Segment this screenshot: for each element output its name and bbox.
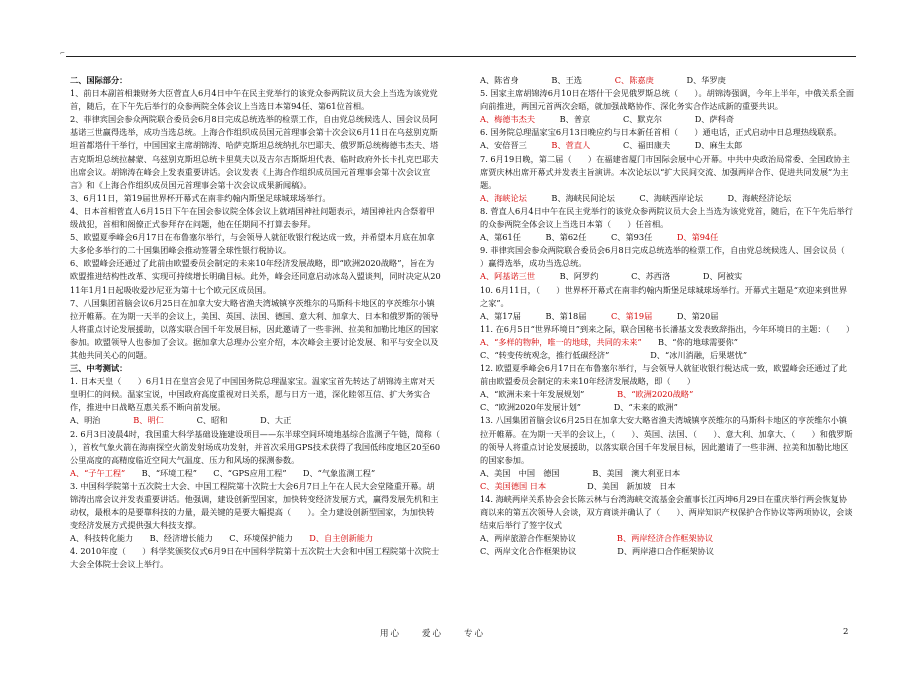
right-paragraph: C、“欧洲2020年发展计划” D、“未来的欧洲” — [480, 402, 678, 413]
right-paragraph: A、第61任 B、第62任 C、第93任 D、第94任 — [480, 232, 719, 243]
right-paragraph: 12. 欧盟夏季峰会6月17日在布鲁塞尔举行，与会领导人就征收银行税达成一致，欧盟峰会还通过了此前由欧盟委员会制定的未来10年经济发展战略，即（ ） — [480, 363, 847, 387]
right-paragraph: 8. 菅直人6月4日中午在民主党举行的该党众参两院议员大会上当选为该党党首，随后，在下午先后举行的众参两院全体会议上当选日本第（ ）任首相。 — [480, 205, 853, 230]
left-paragraph: 三、中考测试： — [70, 363, 128, 374]
right-paragraph: A、美国 中国 德国 B、美国 澳大利亚日本 — [480, 467, 681, 478]
answer-highlight: B、两岸经济合作框架协议 — [616, 533, 714, 544]
left-paragraph: 3、6月11日，第19届世界杯开幕式在南非约翰内斯堡足球城球场举行。 — [70, 192, 331, 203]
right-paragraph: C、“转变传统观念，推行低碳经济” D、“冰川消融，后果堪忧” — [480, 349, 748, 360]
left-paragraph: 6、欧盟峰会还通过了此前由欧盟委员会制定的未来10年经济发展战略，即“欧洲2020战略”，旨在为欧盟推进结构性改革、实现可持续增长明确目标。此外，峰会还同意启动冰岛入盟谈判，同时决定从2011年1月1日起吸收爱沙尼亚为第十七个欧元区成员国。 — [70, 258, 441, 295]
right-paragraph: A、“多样的物种，唯一的地球，共同的未来” B、“你的地球需要你” — [480, 336, 738, 347]
left-paragraph: 5、欧盟夏季峰会6月17日在布鲁塞尔举行，与会领导人就征收银行税达成一致，并希望本月底在加拿大多伦多举行的二十国集团峰会推动签署全球性银行税协议。 — [70, 232, 435, 256]
right-paragraph: 6. 国务院总理温家宝6月13日晚应约与日本新任首相（ ）通电话，正式启动中日总理热线联系。 — [480, 127, 842, 138]
answer-highlight: A、海峡论坛 — [480, 192, 527, 203]
right-paragraph: C、美国德国 日本 D、美国 新加坡 日本 — [480, 480, 676, 491]
answer-highlight: B、菅直人 — [551, 140, 591, 151]
right-column — [480, 74, 862, 558]
left-paragraph: 7、八国集团首脑会议6月25日在加拿大安大略省渔夫湾城镇亨茨维尔的马斯科卡地区的亨茨维尔小镇拉开帷幕。在为期一天半的会议上，美国、英国、法国、德国、意大利、加拿大、日本和俄罗斯的领导人将重点讨论发展援助，以落实联合国千年发展目标，因此邀请了一些非洲、拉美和加勒比地区的国家参加。欧盟领导人也参加了会议。据加拿大总理办公室介绍，本次峰会主要讨论发展、和平与安全以及其他共同关心的问题。 — [70, 297, 439, 360]
answer-highlight: B、“欧洲2020战略” — [617, 389, 694, 400]
left-paragraph: 二、国际部分： — [70, 75, 128, 85]
right-paragraph: A、安倍晋三 B、菅直人 C、福田康夫 D、麻生太郎 — [480, 140, 743, 151]
right-paragraph: 11. 在6月5日“世界环境日”到来之际，联合国秘书长潘基文发表致辞指出，今年环境日的主题：（ ） — [480, 323, 855, 334]
left-paragraph: 1. 日本天皇（ ）6月1日在皇宫会见了中国国务院总理温家宝。温家宝首先转达了胡锦涛主席对天皇明仁的问候。温家宝说，中国政府高度重视对日关系，愿与日方一道，深化睦邻互信、扩大务实合作，推进中日战略互惠关系不断向前发展。 — [70, 376, 435, 413]
left-paragraph: 1、前日本副首相兼财务大臣菅直人6月4日中午在民主党举行的该党众参两院议员大会上当选为该党党首，随后，在下午先后举行的众参两院全体会议上当选日本第94任、第61位首相。 — [70, 88, 438, 112]
page-footer: 用心 爱心 专心 — [380, 629, 486, 639]
answer-highlight: A、阿基诺三世 — [480, 271, 536, 282]
right-paragraph: 5. 国家主席胡锦涛6月10日在塔什干会见俄罗斯总统（ ）。胡锦涛强调，今年上半年，中俄关系全面向前推进，两国元首两次会晤，就加强战略协作、深化务实合作达成新的重要共识。 — [480, 88, 855, 112]
left-paragraph: 2、菲律宾国会参众两院联合委员会6月8日完成总统选举的检票工作，自由党总统候选人、国会议员阿基诺三世赢得选举，成功当选总统。上海合作组织成员国元首理事会第十次会议6月11日在乌兹别克斯坦首都塔什干举行，中国国家主席胡锦涛、哈萨克斯坦总统纳扎尔巴耶夫、俄罗斯总统梅德韦杰夫、塔吉克斯坦总统拉赫蒙、乌兹别克斯坦总统卡里莫夫以及吉尔吉斯斯坦代表、临时政府外长卡扎克巴耶夫出席会议。胡锦涛在峰会上发表重要讲话。会议发表《上海合作组织成员国元首理事会第十次会议宣言》和《上海合作组织成员国元首理事会第十次会议成果新闻稿》。 — [70, 114, 439, 190]
right-paragraph: A、“欧洲未来十年发展规划” B、“欧洲2020战略” — [480, 389, 694, 400]
right-paragraph: 10. 6月11日，（ ）世界杯开幕式在南非约翰内斯堡足球城球场举行。开幕式主题是“欢迎来到世界之家”。 — [480, 284, 848, 308]
answer-highlight: B、明仁 — [133, 415, 164, 426]
left-paragraph: 2. 6月3日凌晨4时，我国重大科学基础设施建设项目——东半球空间环境地基综合监测子午链，简称（ ），首枚气象火箭在海南探空火箭发射场成功发射，并首次采用GPS技术获得了我国低纬度地区20至60公里高度的高精度临近空间大气温度、压力和风场的探测参数。 — [70, 428, 457, 465]
top-rule — [66, 56, 856, 57]
answer-highlight: C、陈嘉庚 — [614, 75, 654, 85]
right-paragraph: A、第17届 B、第18届 C、第19届 D、第20届 — [480, 310, 719, 321]
corner-mark: ⌐ — [60, 50, 66, 57]
answer-highlight: A、“多样的物种，唯一的地球，共同的未来” — [480, 336, 642, 347]
page-number: 2 — [843, 627, 849, 637]
answer-highlight: A、梅德韦杰夫 — [480, 114, 536, 125]
answer-highlight: C、第19届 — [611, 310, 653, 321]
right-paragraph: 7. 6月19日晚，第二届（ ）在福建省厦门市国际会展中心开幕。中共中央政治局常委、全国政协主席贾庆林出席开幕式并发表主旨演讲。本次论坛以“扩大民间交流、加强两岸合作、促进共同发展”为主题。 — [480, 153, 850, 190]
right-paragraph: A、两岸旅游合作框架协议 B、两岸经济合作框架协议 — [480, 533, 714, 544]
answer-highlight: D、自主创新能力 — [309, 533, 374, 544]
left-paragraph: A、科技转化能力 B、经济增长能力 C、环境保护能力 D、自主创新能力 — [70, 533, 374, 544]
right-paragraph: C、两岸文化合作框架协议 D、两岸港口合作框架协议 — [480, 546, 714, 557]
right-paragraph: 14. 海峡两岸关系协会会长陈云林与台湾海峡交流基金会董事长江丙坤6月29日在重庆举行两会恢复协商以来的第五次领导人会谈，双方商谈并确认了（ ）、两岸知识产权保护合作协议等两项协议，会谈结束后举行了签字仪式 — [480, 494, 853, 531]
right-paragraph: 9. 菲律宾国会参众两院联合委员会6月8日完成总统选举的检票工作，自由党总统候选人、国会议员（ ）赢得选举，成功当选总统。 — [480, 245, 862, 269]
left-paragraph: A、明治 B、明仁 C、昭和 D、大正 — [70, 415, 292, 426]
answer-highlight: D、第94任 — [676, 232, 719, 243]
right-paragraph: A、海峡论坛 B、海峡民间论坛 C、海峡西岸论坛 D、海峡经济论坛 — [480, 192, 792, 203]
left-paragraph: 4. 2010年度（ ）科学奖颁奖仪式6月9日在中国科学院第十五次院士大会和中国工程院第十次院士大会全体院士会议上举行。 — [70, 546, 440, 570]
right-paragraph: A、阿基诺三世 B、阿罗约 C、苏西洛 D、阿被实 — [480, 271, 743, 282]
right-paragraph: A、陈省身 B、王选 C、陈嘉庚 D、华罗庚 — [480, 75, 726, 85]
answer-highlight: A、“子午工程” — [70, 467, 126, 478]
right-paragraph: 13. 八国集团首脑会议6月25日在加拿大安大略省渔夫湾城镇亨茨维尔的马斯科卡地区的亨茨维尔小镇拉开帷幕。在为期一天半的会议上，（ ）、英国、法国、（ ）、意大利、加拿大、（ ）和俄罗斯的领导人将重点讨论发展援助，以落实联合国千年发展目标，因此邀请了一些非洲、拉美和加勒比地区的国家参加。 — [480, 415, 853, 465]
left-paragraph: 4、日本首相菅直人6月15日下午在国会参议院全体会议上就靖国神社问题表示，靖国神社内合祭着甲级战犯，首相和阁僚正式参拜存在问题，他在任期间不打算去参拜。 — [70, 205, 435, 230]
left-paragraph: 3. 中国科学院第十五次院士大会、中国工程院第十次院士大会6月7日上午在人民大会堂隆重开幕。胡锦涛出席会议并发表重要讲话。他强调，建设创新型国家，加快转变经济发展方式，赢得发展先机和主动权，最根本的是要靠科技的力量，最关键的是要大幅提高（ ）。全力建设创新型国家，为加快转变经济发展方式提供强大科技支撑。 — [70, 480, 439, 531]
answer-highlight: C、美国德国 日本 — [480, 480, 547, 491]
left-column — [70, 74, 457, 572]
right-paragraph: A、梅德韦杰夫 B、普京 C、默克尔 D、萨科奇 — [480, 114, 735, 125]
left-paragraph: A、“子午工程” B、“环境工程” C、“GPS应用工程” D、“气象监测工程” — [70, 467, 376, 478]
